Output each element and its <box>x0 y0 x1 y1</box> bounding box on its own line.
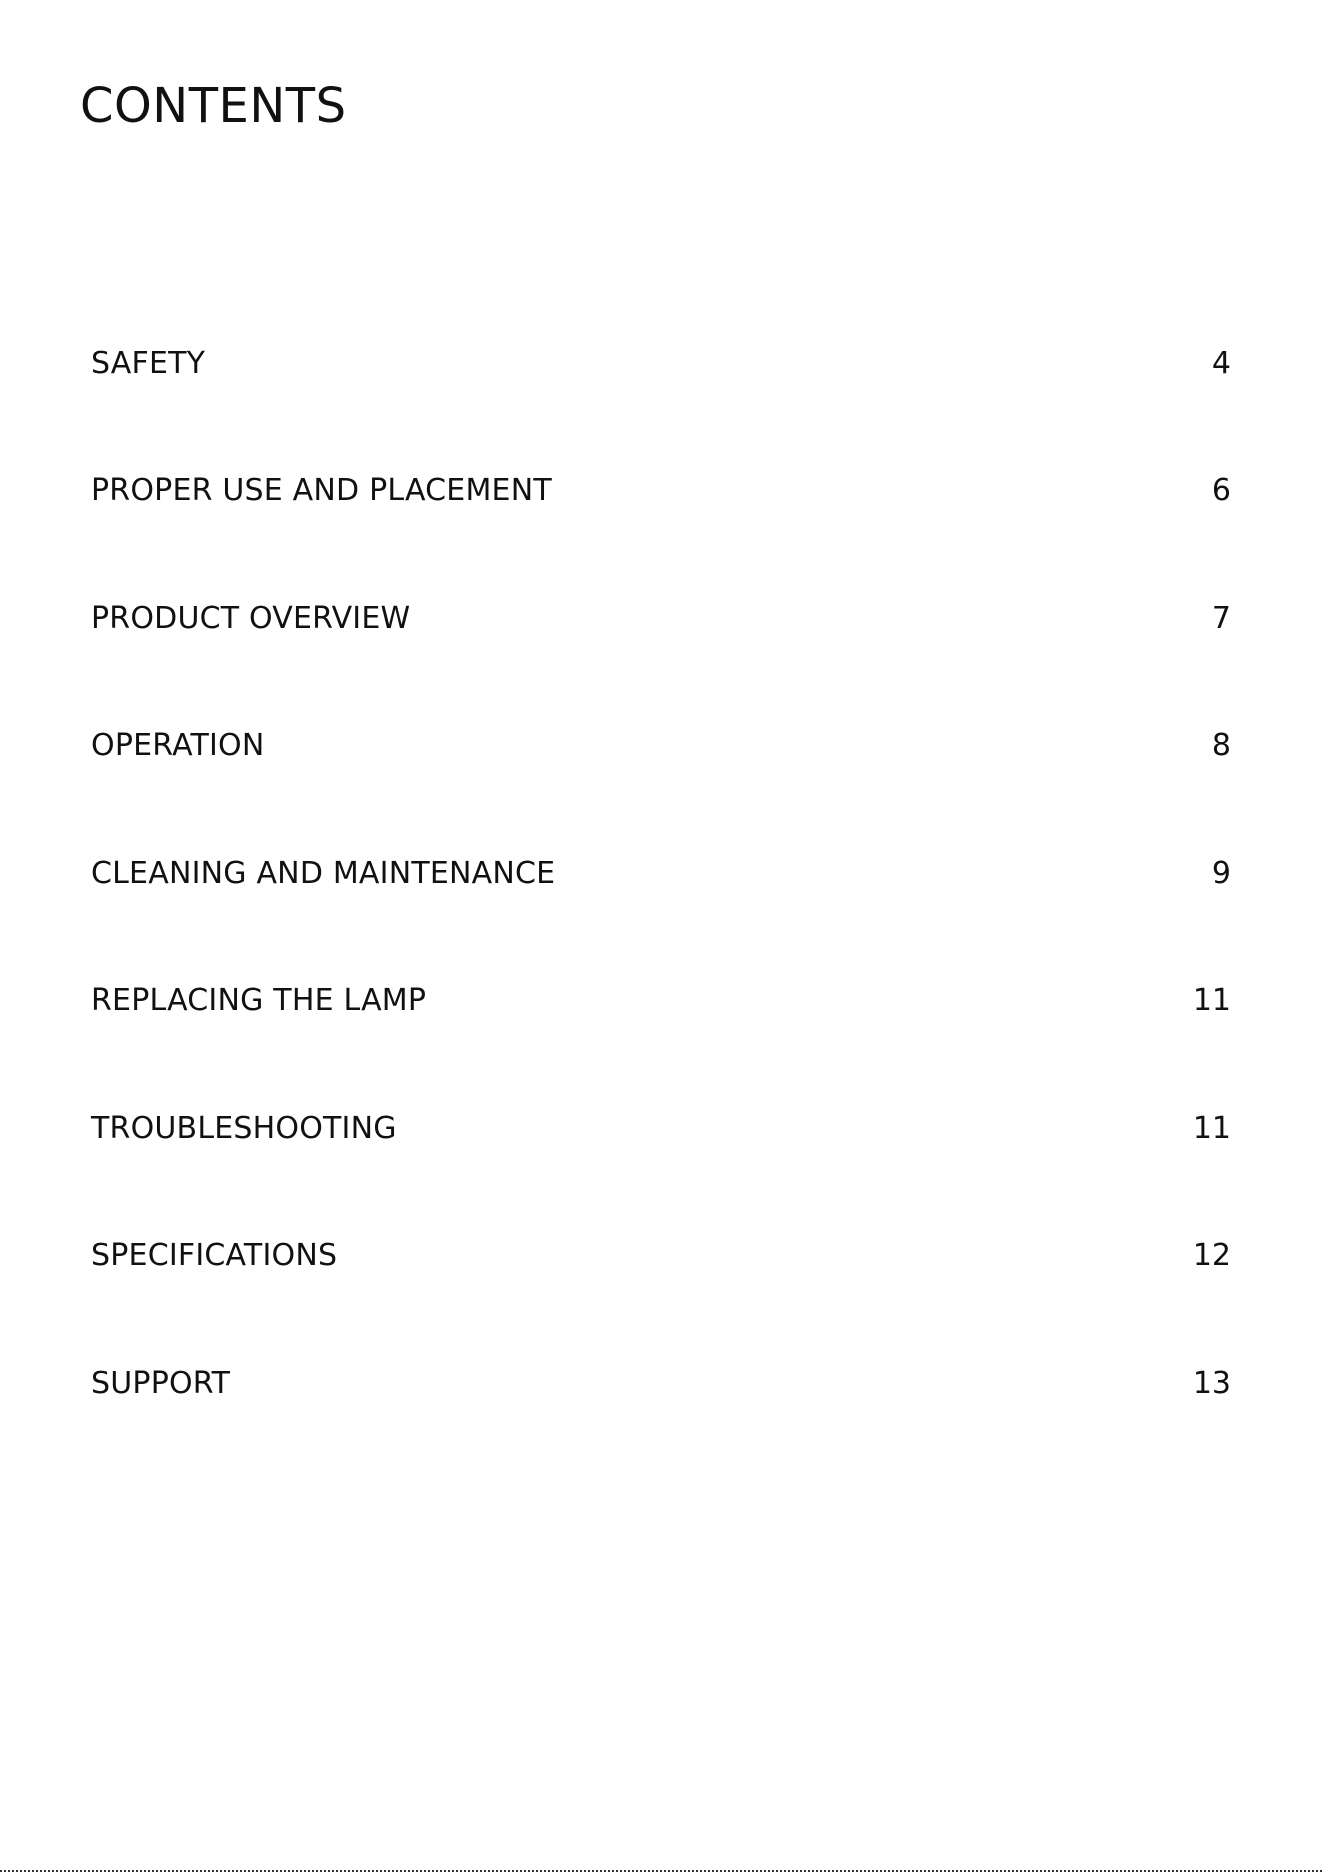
toc-entry-page-number: 11 <box>1192 1110 1231 1146</box>
toc-entry-page-number: 7 <box>1211 600 1231 636</box>
toc-entry-title: CLEANING AND MAINTENANCE <box>91 855 556 891</box>
toc-entry-title: PROPER USE AND PLACEMENT <box>91 473 552 509</box>
toc-entry-safety[interactable] <box>91 300 1231 428</box>
toc-entry-title: PRODUCT OVERVIEW <box>91 600 411 636</box>
toc-entry-troubleshooting[interactable] <box>91 1065 1231 1193</box>
toc-entry-title: REPLACING THE LAMP <box>91 983 427 1019</box>
toc-entry-page-number: 12 <box>1192 1238 1231 1274</box>
toc-entry-cleaning[interactable] <box>91 810 1231 938</box>
toc-entry-page-number: 4 <box>1211 345 1231 381</box>
page-title: CONTENTS <box>80 78 347 134</box>
table-of-contents <box>91 300 1231 1448</box>
toc-entry-operation[interactable] <box>91 683 1231 811</box>
toc-entry-product-overview[interactable] <box>91 555 1231 683</box>
toc-entry-title: SAFETY <box>91 345 206 381</box>
toc-entry-page-number: 8 <box>1211 728 1231 764</box>
toc-entry-title: SUPPORT <box>91 1365 231 1401</box>
toc-entry-support[interactable] <box>91 1320 1231 1448</box>
toc-entry-title: OPERATION <box>91 728 265 764</box>
toc-entry-specifications[interactable] <box>91 1193 1231 1321</box>
toc-entry-page-number: 6 <box>1211 473 1231 509</box>
toc-entry-page-number: 13 <box>1192 1365 1231 1401</box>
toc-entry-page-number: 11 <box>1192 983 1231 1019</box>
toc-entry-replacing-lamp[interactable] <box>91 938 1231 1066</box>
toc-entry-title: TROUBLESHOOTING <box>91 1110 397 1146</box>
toc-entry-title: SPECIFICATIONS <box>91 1238 338 1274</box>
toc-entry-page-number: 9 <box>1211 855 1231 891</box>
toc-entry-proper-use[interactable] <box>91 428 1231 556</box>
